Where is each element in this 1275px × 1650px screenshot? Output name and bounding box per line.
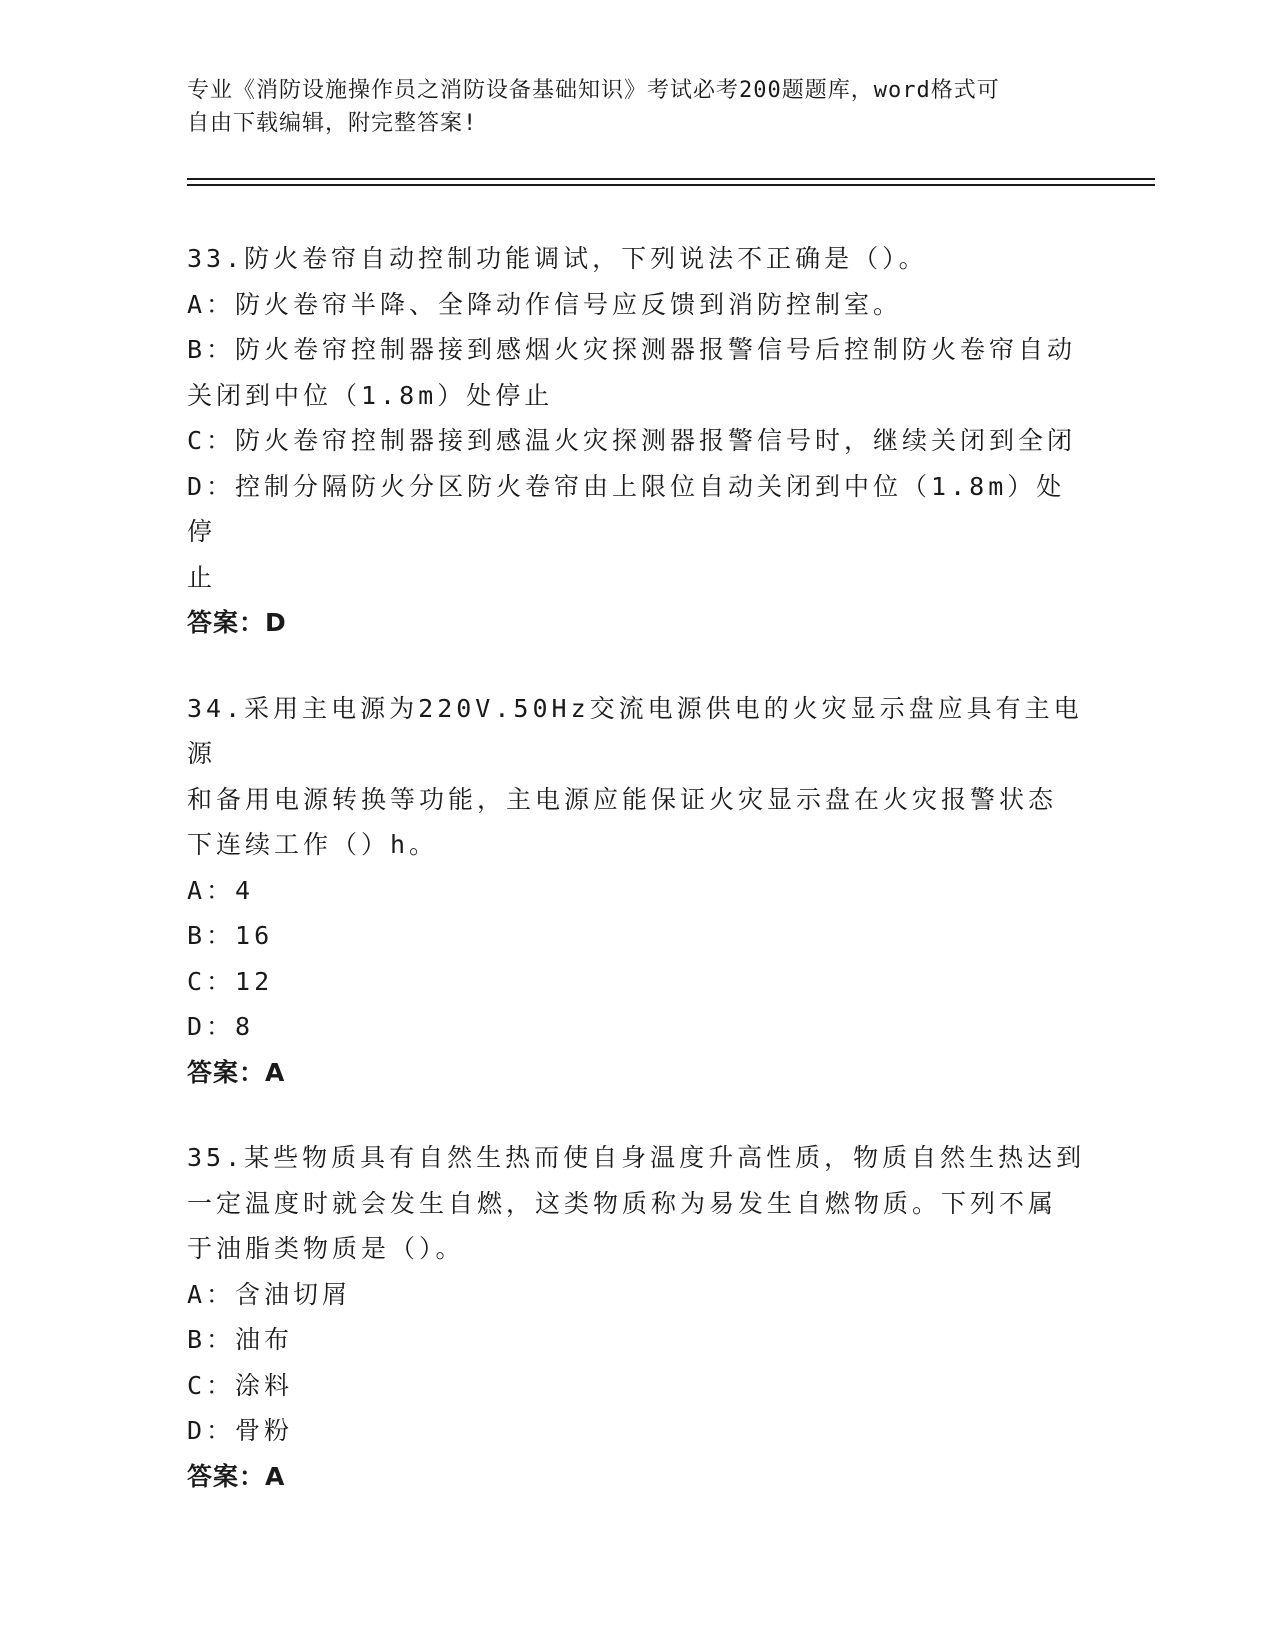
option-b: B：16 [187,921,274,950]
option-c: C：涂料 [187,1370,294,1400]
header-line-2: 自由下载编辑，附完整答案! [187,111,478,136]
option-b: B：油布 [187,1325,294,1354]
question-list [187,236,1087,1539]
header-divider-top [187,178,1155,180]
option-b-continued: 关闭到中位（1.8m）处停止 [187,380,554,410]
option-a: A：4 [187,875,255,905]
option-a: A：防火卷帘半降、全降动作信号应反馈到消防控制室。 [187,289,903,319]
option-c: C：12 [187,966,274,996]
question-stem: 34.采用主电源为220V.50Hz交流电源供电的火灾显示盘应具有主电源 [187,693,1083,768]
question-stem: 35.某些物质具有自然生热而使自身温度升高性质，物质自然生热达到 [187,1143,1086,1172]
header-divider-bottom [187,184,1155,186]
question-stem: 33.防火卷帘自动控制功能调试，下列说法不正确是（）。 [187,244,928,273]
answer-line: 答案：A [187,1057,286,1087]
question-35 [187,1135,1087,1499]
question-stem-continued: 下连续工作（）h。 [187,830,439,859]
option-b: B：防火卷帘控制器接到感烟火灾探测器报警信号后控制防火卷帘自动 [187,335,1077,364]
question-34 [187,686,1087,1096]
question-stem-continued: 和备用电源转换等功能，主电源应能保证火灾显示盘在火灾报警状态 [187,784,1058,814]
option-d-continued: 止 [187,562,217,592]
option-d: D：骨粉 [187,1416,294,1445]
option-d: D：控制分隔防火分区防火卷帘由上限位自动关闭到中位（1.8m）处停 [187,471,1066,546]
question-33 [187,236,1087,646]
option-a: A：含油切屑 [187,1279,352,1309]
answer-line: 答案：A [187,1461,286,1491]
question-stem-continued: 一定温度时就会发生自燃，这类物质称为易发生自燃物质。下列不属 [187,1188,1058,1218]
option-d: D：8 [187,1012,255,1041]
document-header [187,74,1067,140]
header-line-1: 专业《消防设施操作员之消防设备基础知识》考试必考200题题库，word格式可 [187,78,1000,103]
answer-line: 答案：D [187,608,287,637]
question-stem-continued: 于油脂类物质是（）。 [187,1234,465,1263]
option-c: C：防火卷帘控制器接到感温火灾探测器报警信号时，继续关闭到全闭 [187,426,1077,455]
